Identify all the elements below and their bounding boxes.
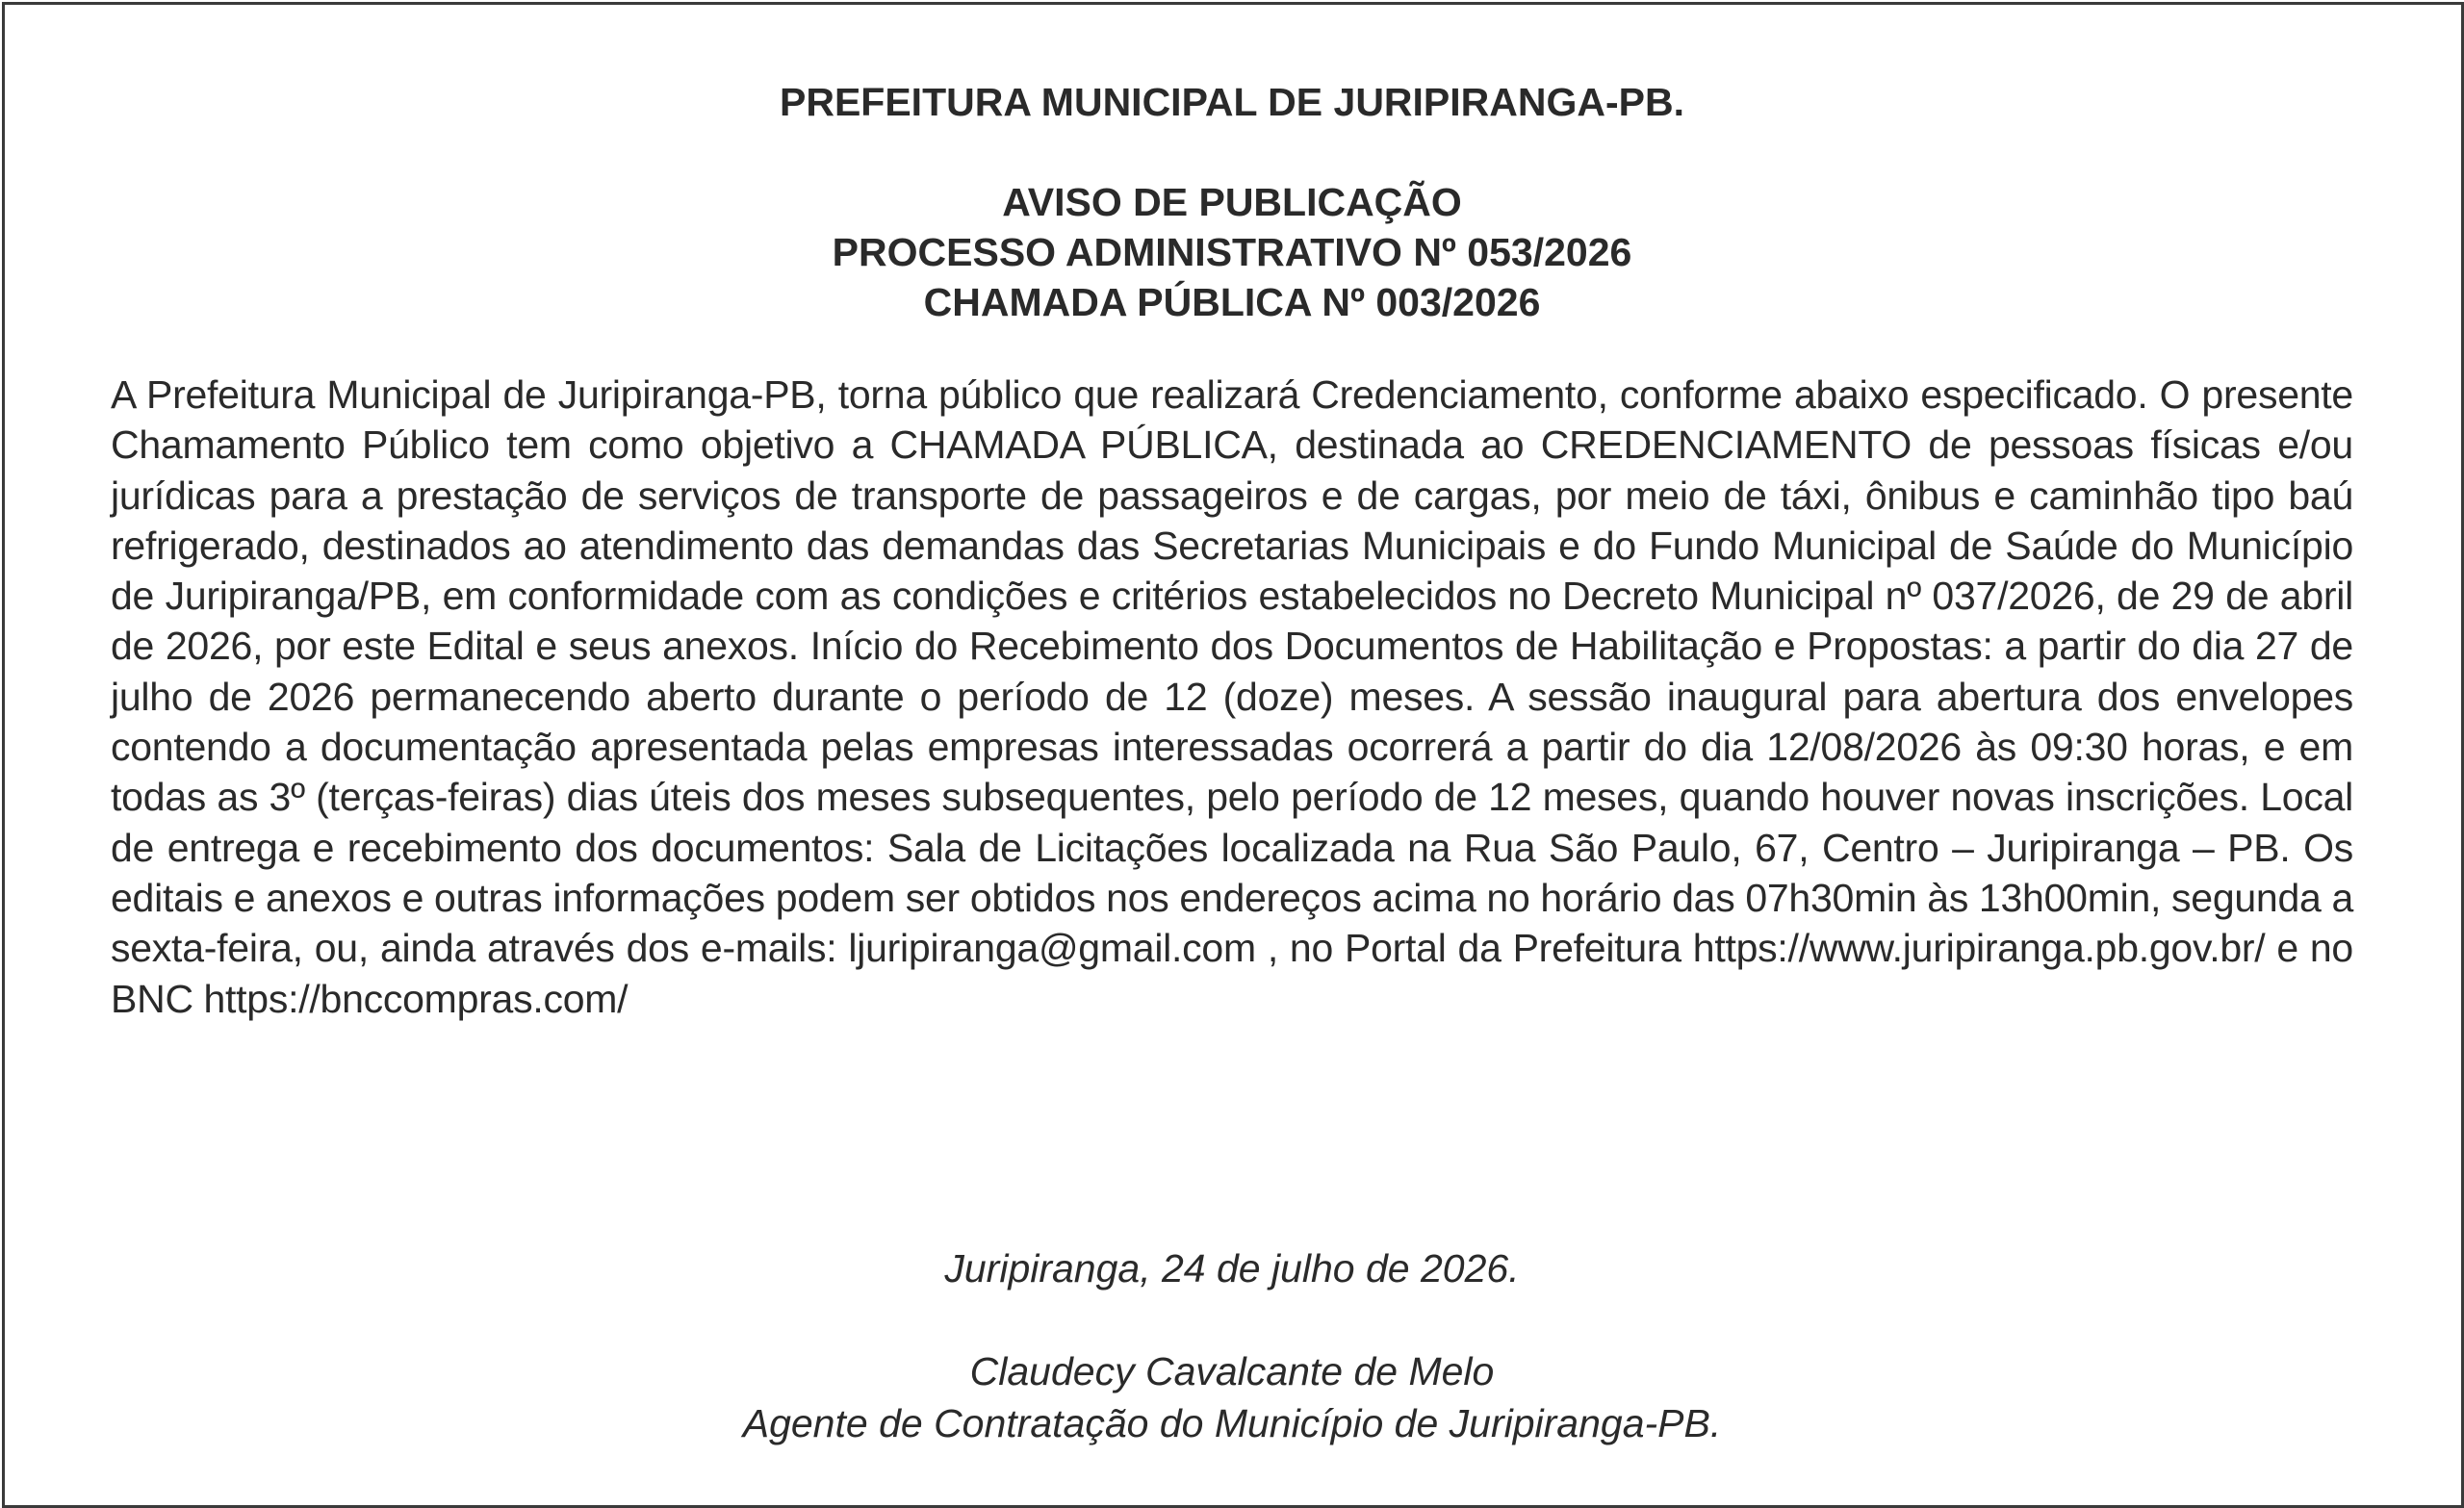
notice-title: AVISO DE PUBLICAÇÃO xyxy=(1002,180,1462,224)
call-number: CHAMADA PÚBLICA Nº 003/2026 xyxy=(923,280,1541,324)
signer-name: Claudecy Cavalcante de Melo xyxy=(969,1349,1495,1393)
notice-content xyxy=(111,77,2353,1063)
organization-title: PREFEITURA MUNICIPAL DE JURIPIRANGA-PB. xyxy=(779,80,1685,124)
notice-body: A Prefeitura Municipal de Juripiranga-PB, torna público que realizará Credenciamento, conforme abaixo especificado. O presente Chamamento Público tem como objetivo a CHAMADA PÚBLICA, destinada ao CREDENCIAMENTO de pessoas físicas e/ou jurídicas para a prestação de serviços de transporte de passageiros e de cargas, por meio de táxi, ônibus e caminhão tipo baú refrigerado, destinados ao atendimento das demandas das Secretarias Municipais e do Fundo Municipal de Saúde do Município de Juripiranga/PB, em conformidade com as condições e critérios estabelecidos no Decreto Municipal nº 037/2026, de 29 de abril de 2026, por este Edital e seus anexos. Início do Recebimento dos Documentos de Habilitação e Propostas: a partir do dia 27 de julho de 2026 permanecendo aberto durante o período de 12 (doze) meses. A sessão inaugural para abertura dos envelopes contendo a documentação apresentada pelas empresas interessadas ocorrerá a partir do dia 12/08/2026 às 09:30 horas, e em todas as 3º (terças-feiras) dias úteis dos meses subsequentes, pelo período de 12 meses, quando houver novas inscrições. Local de entrega e recebimento dos documentos: Sala de Licitações localizada na Rua São Paulo, 67, Centro – Juripiranga – PB. Os editais e anexos e outras informações podem ser obtidos nos endereços acima no horário das 07h30min às 13h00min, segunda a sexta-feira, ou, ainda através dos e-mails: ljuripiranga@gmail.com , no Portal da Prefeitura https://www.juripiranga.pb.gov.br/ e no BNC https://bnccompras.com/ xyxy=(111,372,2353,1021)
process-number: PROCESSO ADMINISTRATIVO Nº 053/2026 xyxy=(832,230,1632,274)
signer-role: Agente de Contratação do Município de Juripiranga-PB. xyxy=(742,1401,1722,1445)
signing-date: Juripiranga, 24 de julho de 2026. xyxy=(944,1246,1520,1291)
